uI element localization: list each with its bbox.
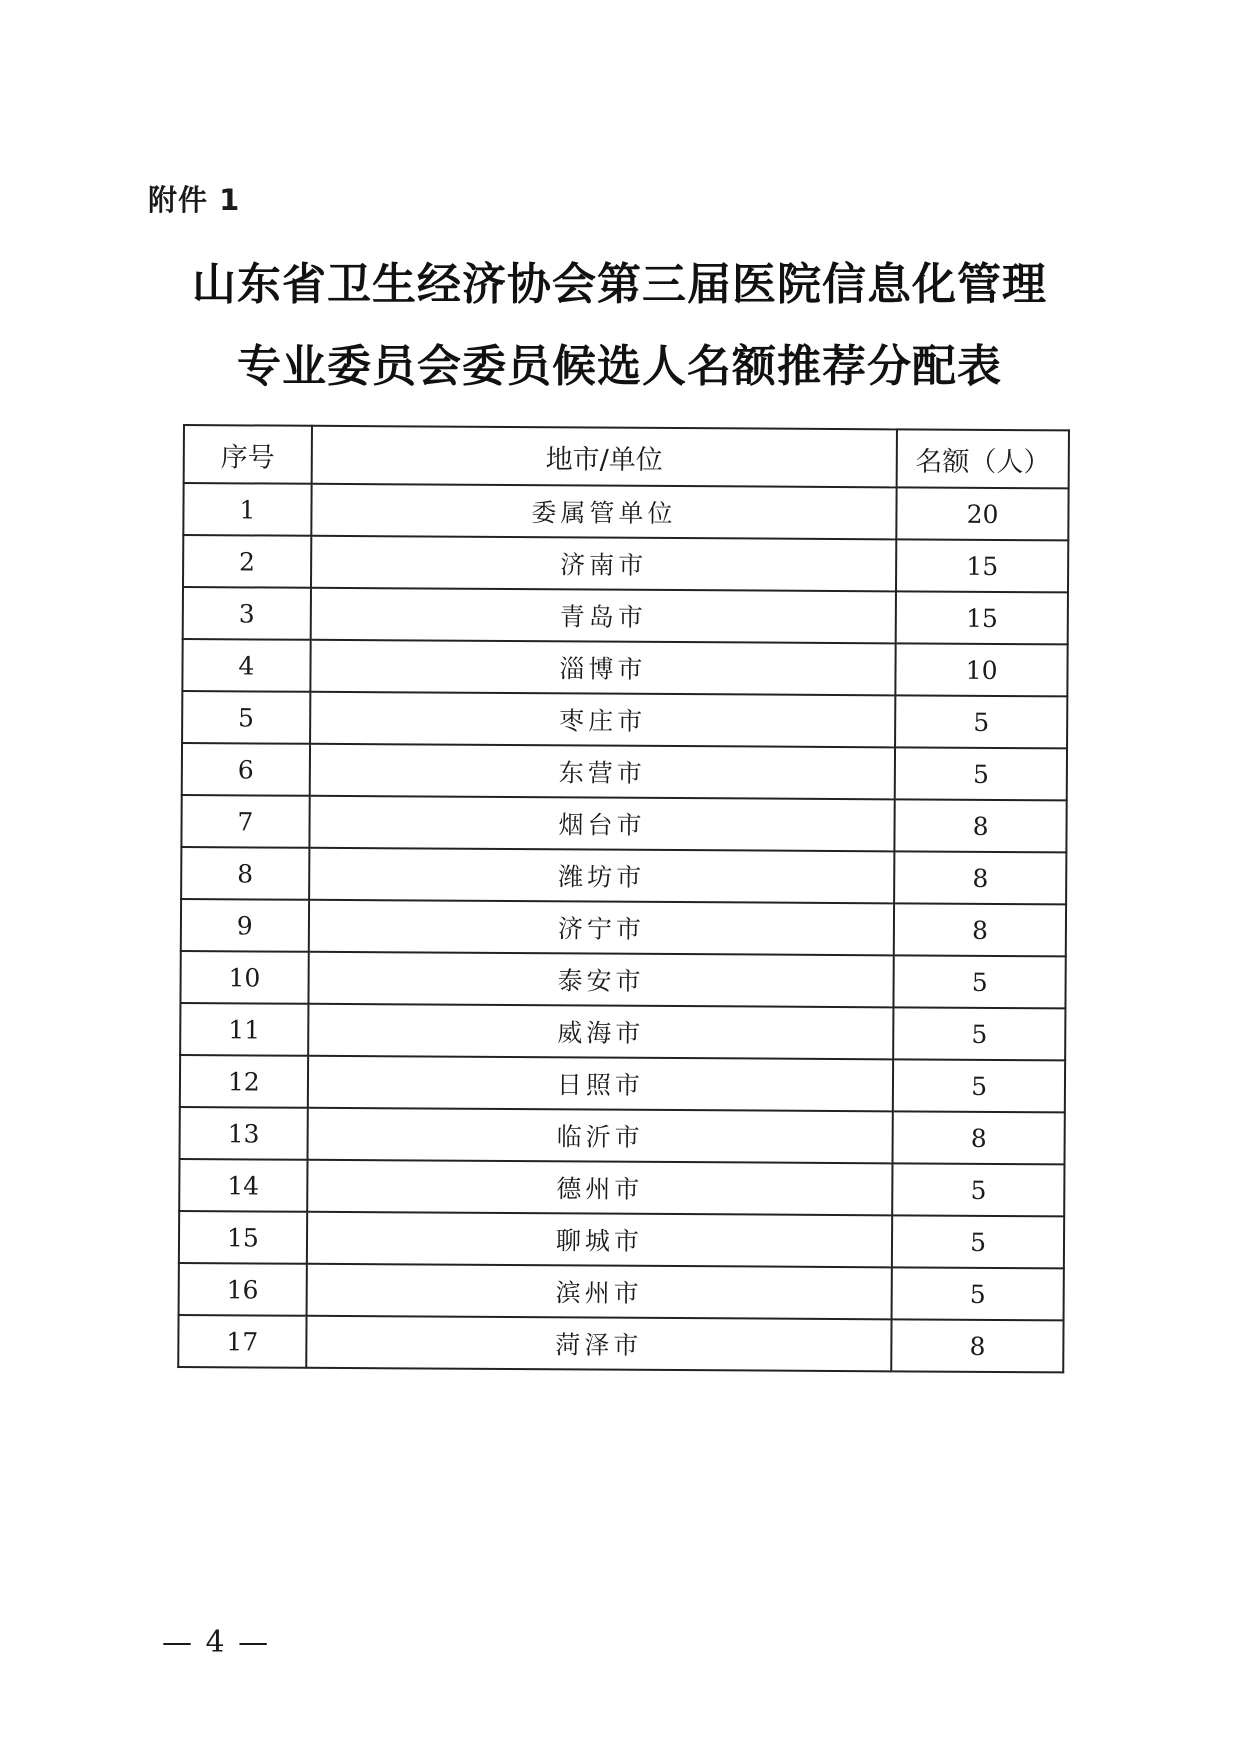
cell-serial-number: 7	[181, 795, 309, 848]
cell-serial-number: 15	[179, 1211, 307, 1264]
table-row	[180, 1003, 1065, 1060]
cell-quota: 10	[896, 643, 1068, 696]
cell-quota: 5	[893, 1007, 1065, 1060]
table-header-row	[184, 425, 1069, 488]
cell-serial-number: 9	[181, 899, 309, 952]
table-row	[182, 691, 1067, 748]
cell-serial-number: 11	[180, 1003, 308, 1056]
cell-quota: 8	[891, 1319, 1063, 1372]
table-row	[182, 639, 1067, 696]
cell-quota: 8	[893, 1111, 1065, 1164]
table-row	[181, 847, 1066, 904]
cell-serial-number: 6	[182, 743, 310, 796]
table-row	[181, 795, 1066, 852]
cell-serial-number: 4	[182, 639, 310, 692]
cell-city-unit: 临沂市	[307, 1108, 893, 1164]
table-row	[183, 483, 1068, 540]
cell-serial-number: 12	[180, 1055, 308, 1108]
cell-city-unit: 潍坊市	[309, 848, 895, 904]
cell-city-unit: 青岛市	[310, 588, 896, 644]
table-row	[179, 1211, 1064, 1268]
cell-quota: 5	[894, 955, 1066, 1008]
cell-quota: 5	[893, 1059, 1065, 1112]
cell-quota: 8	[894, 903, 1066, 956]
cell-serial-number: 3	[183, 587, 311, 640]
cell-quota: 5	[892, 1163, 1064, 1216]
cell-quota: 5	[895, 747, 1067, 800]
cell-city-unit: 济南市	[311, 536, 897, 592]
cell-quota: 15	[896, 539, 1068, 592]
table-row	[181, 899, 1066, 956]
cell-quota: 8	[895, 799, 1067, 852]
cell-quota: 5	[895, 695, 1067, 748]
table-row	[183, 535, 1068, 592]
cell-city-unit: 淄博市	[310, 640, 896, 696]
header-quota: 名额（人）	[897, 429, 1069, 488]
cell-serial-number: 10	[180, 951, 308, 1004]
page-number: — 4 —	[162, 1625, 271, 1660]
table-row	[179, 1263, 1064, 1320]
table-row	[179, 1159, 1064, 1216]
cell-serial-number: 16	[179, 1263, 307, 1316]
allocation-table	[177, 424, 1070, 1373]
cell-city-unit: 聊城市	[307, 1212, 893, 1268]
cell-serial-number: 13	[180, 1107, 308, 1160]
table-row	[183, 587, 1068, 644]
cell-city-unit: 德州市	[307, 1160, 893, 1216]
table-row	[180, 1107, 1065, 1164]
cell-serial-number: 5	[182, 691, 310, 744]
cell-quota: 5	[892, 1267, 1064, 1320]
cell-city-unit: 日照市	[308, 1056, 894, 1112]
cell-quota: 15	[896, 591, 1068, 644]
cell-city-unit: 东营市	[309, 744, 895, 800]
document-title-line-1: 山东省卫生经济协会第三届医院信息化管理	[192, 259, 1047, 310]
attachment-label: 附件 1	[148, 183, 241, 217]
cell-quota: 8	[894, 851, 1066, 904]
cell-city-unit: 烟台市	[309, 796, 895, 852]
cell-city-unit: 济宁市	[309, 900, 895, 956]
cell-quota: 5	[892, 1215, 1064, 1268]
cell-serial-number: 8	[181, 847, 309, 900]
cell-serial-number: 17	[178, 1315, 306, 1368]
header-serial-number: 序号	[184, 425, 312, 484]
table-row	[180, 951, 1065, 1008]
cell-city-unit: 枣庄市	[310, 692, 896, 748]
table-row	[182, 743, 1067, 800]
table-row	[180, 1055, 1065, 1112]
cell-city-unit: 滨州市	[306, 1264, 892, 1320]
cell-city-unit: 委属管单位	[311, 484, 897, 540]
cell-city-unit: 泰安市	[308, 952, 894, 1008]
cell-quota: 20	[897, 487, 1069, 540]
cell-city-unit: 菏泽市	[306, 1316, 892, 1372]
cell-serial-number: 2	[183, 535, 311, 588]
header-city-unit: 地市/单位	[311, 426, 897, 488]
cell-serial-number: 14	[179, 1159, 307, 1212]
table-row	[178, 1315, 1063, 1372]
cell-city-unit: 威海市	[308, 1004, 894, 1060]
cell-serial-number: 1	[183, 483, 311, 536]
document-title-line-2: 专业委员会委员候选人名额推荐分配表	[237, 341, 1002, 392]
